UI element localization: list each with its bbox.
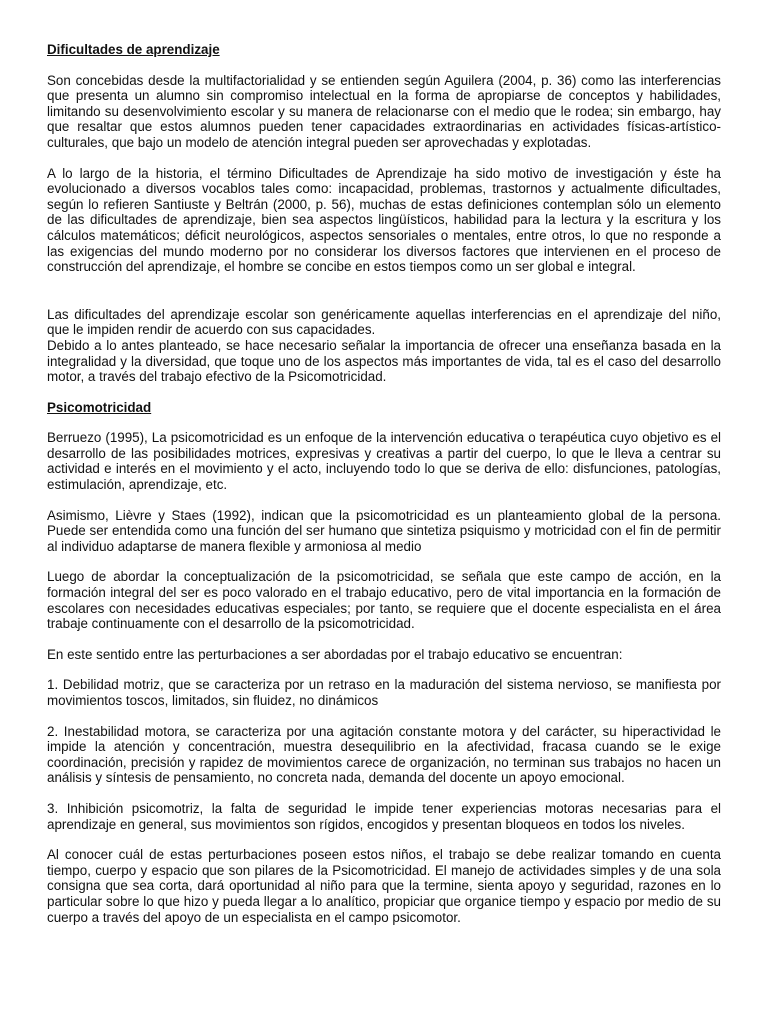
list-item-debilidad-motriz: 1. Debilidad motriz, que se caracteriza por un retraso en la maduración del sistema nervioso, se manifiesta por movimientos toscos, limitados, sin fluidez, no dinámicos [47,677,721,708]
paragraph-conceptualizacion: Luego de abordar la conceptualización de la psicomotricidad, se señala que este campo de acción, en la formación integral del ser es poco valorado en el trabajo educativo, pero de vital importancia en la formación de escolares con necesidades educativas especiales; por tanto, se requiere que el docente especialista en el área trabaje continuamente con el desarrollo de la psicomotricidad. [47,569,721,632]
list-item-inhibicion-psicomotriz: 3. Inhibición psicomotriz, la falta de seguridad le impide tener experiencias motoras necesarias para el aprendizaje en general, sus movimientos son rígidos, encogidos y presentan bloqueos en todos los niveles. [47,800,721,832]
paragraph-conclusion: Al conocer cuál de estas perturbaciones poseen estos niños, el trabajo se debe realizar tomando en cuenta tiempo, cuerpo y espacio que son pilares de la Psicomotricidad. El manejo de actividades simples y de una sola consigna que sea corta, dará oportunidad al niño para que la termine, sienta apoyo y seguridad, razones en lo particular sobre lo que hizo y pueda llegar a lo analítico, propiciar que organice tiempo y espacio por medio de su cuerpo a través del apoyo de un especialista en el campo psicomotor. [47,847,721,925]
paragraph-debido: Debido a lo antes planteado, se hace necesario señalar la importancia de ofrecer una enseñanza basada en la integralidad y la diversidad, que toque uno de los aspectos más importantes de vida, tal es el caso del desarrollo motor, a través del trabajo efectivo de la Psicomotricidad. [47,337,721,385]
paragraph-dificultades-escolar: Las dificultades del aprendizaje escolar son genéricamente aquellas interferencias en el aprendizaje del niño, que le impiden rendir de acuerdo con sus capacidades. [47,306,721,338]
paragraph-perturbaciones-intro: En este sentido entre las perturbaciones a ser abordadas por el trabajo educativo se encuentran: [47,646,623,662]
list-item-inestabilidad-motora: 2. Inestabilidad motora, se caracteriza por una agitación constante motora y del carácter, su hiperactividad le impide la atención y concentración, muestra desequilibrio en la afectividad, fracasa cuando se le exige coordinación, precisión y rapidez de movimientos carece de organización, no terminan sus trabajos no hacen un análisis y síntesis de pensamiento, no concreta nada, demanda del docente un apoyo emocional. [47,723,721,786]
paragraph-historia: A lo largo de la historia, el término Dificultades de Aprendizaje ha sido motivo de investigación y éste ha evolucionado a diversos vocablos tales como: incapacidad, problemas, trastornos y actualmente dificultades, según lo refieren Santiuste y Beltrán (2000, p. 56), muchas de estas definiciones contemplan sólo un elemento de las dificultades de aprendizaje, bien sea aspectos lingüísticos, habilidad para la lectura y la escritura y los cálculos matemáticos; déficit neurológicos, aspectos sensoriales o mentales, entre otros, lo que no responde a las exigencias del mundo moderno por no considerar los diversos factores que intervienen en el proceso de construcción del aprendizaje, el hombre se concibe en estos tiempos como un ser global e integral. [47,165,721,275]
heading-dificultades: Dificultades de aprendizaje [47,42,220,57]
paragraph-lievre: Asimismo, Lièvre y Staes (1992), indican que la psicomotricidad es un planteamiento global de la persona. Puede ser entendida como una función del ser humano que sintetiza psiquismo y motricidad con el fin de permitir al individuo adaptarse de manera flexible y armoniosa al medio [47,507,721,554]
paragraph-concebidas: Son concebidas desde la multifactorialidad y se entienden según Aguilera (2004, p. 36) como las interferencias que presenta un alumno sin compromiso intelectual en la forma de apropiarse de conceptos y habilidades, limitando su desenvolvimiento escolar y su manera de relacionarse con el medio que le rodea; sin embargo, hay que resaltar que estos alumnos pueden tener capacidades extraordinarias en actividades físicas-artístico-culturales, que bajo un modelo de atención integral pueden ser aprovechadas y explotadas. [47,72,721,150]
paragraph-berruezo: Berruezo (1995), La psicomotricidad es un enfoque de la intervención educativa o terapéutica cuyo objetivo es el desarrollo de las posibilidades motrices, expresivas y creativas a partir del cuerpo, lo que le lleva a centrar su actividad e interés en el movimiento y el acto, incluyendo todo lo que se deriva de ello: disfunciones, patologías, estimulación, aprendizaje, etc. [47,430,721,493]
document-page [47,42,721,940]
heading-psicomotricidad: Psicomotricidad [47,399,152,415]
